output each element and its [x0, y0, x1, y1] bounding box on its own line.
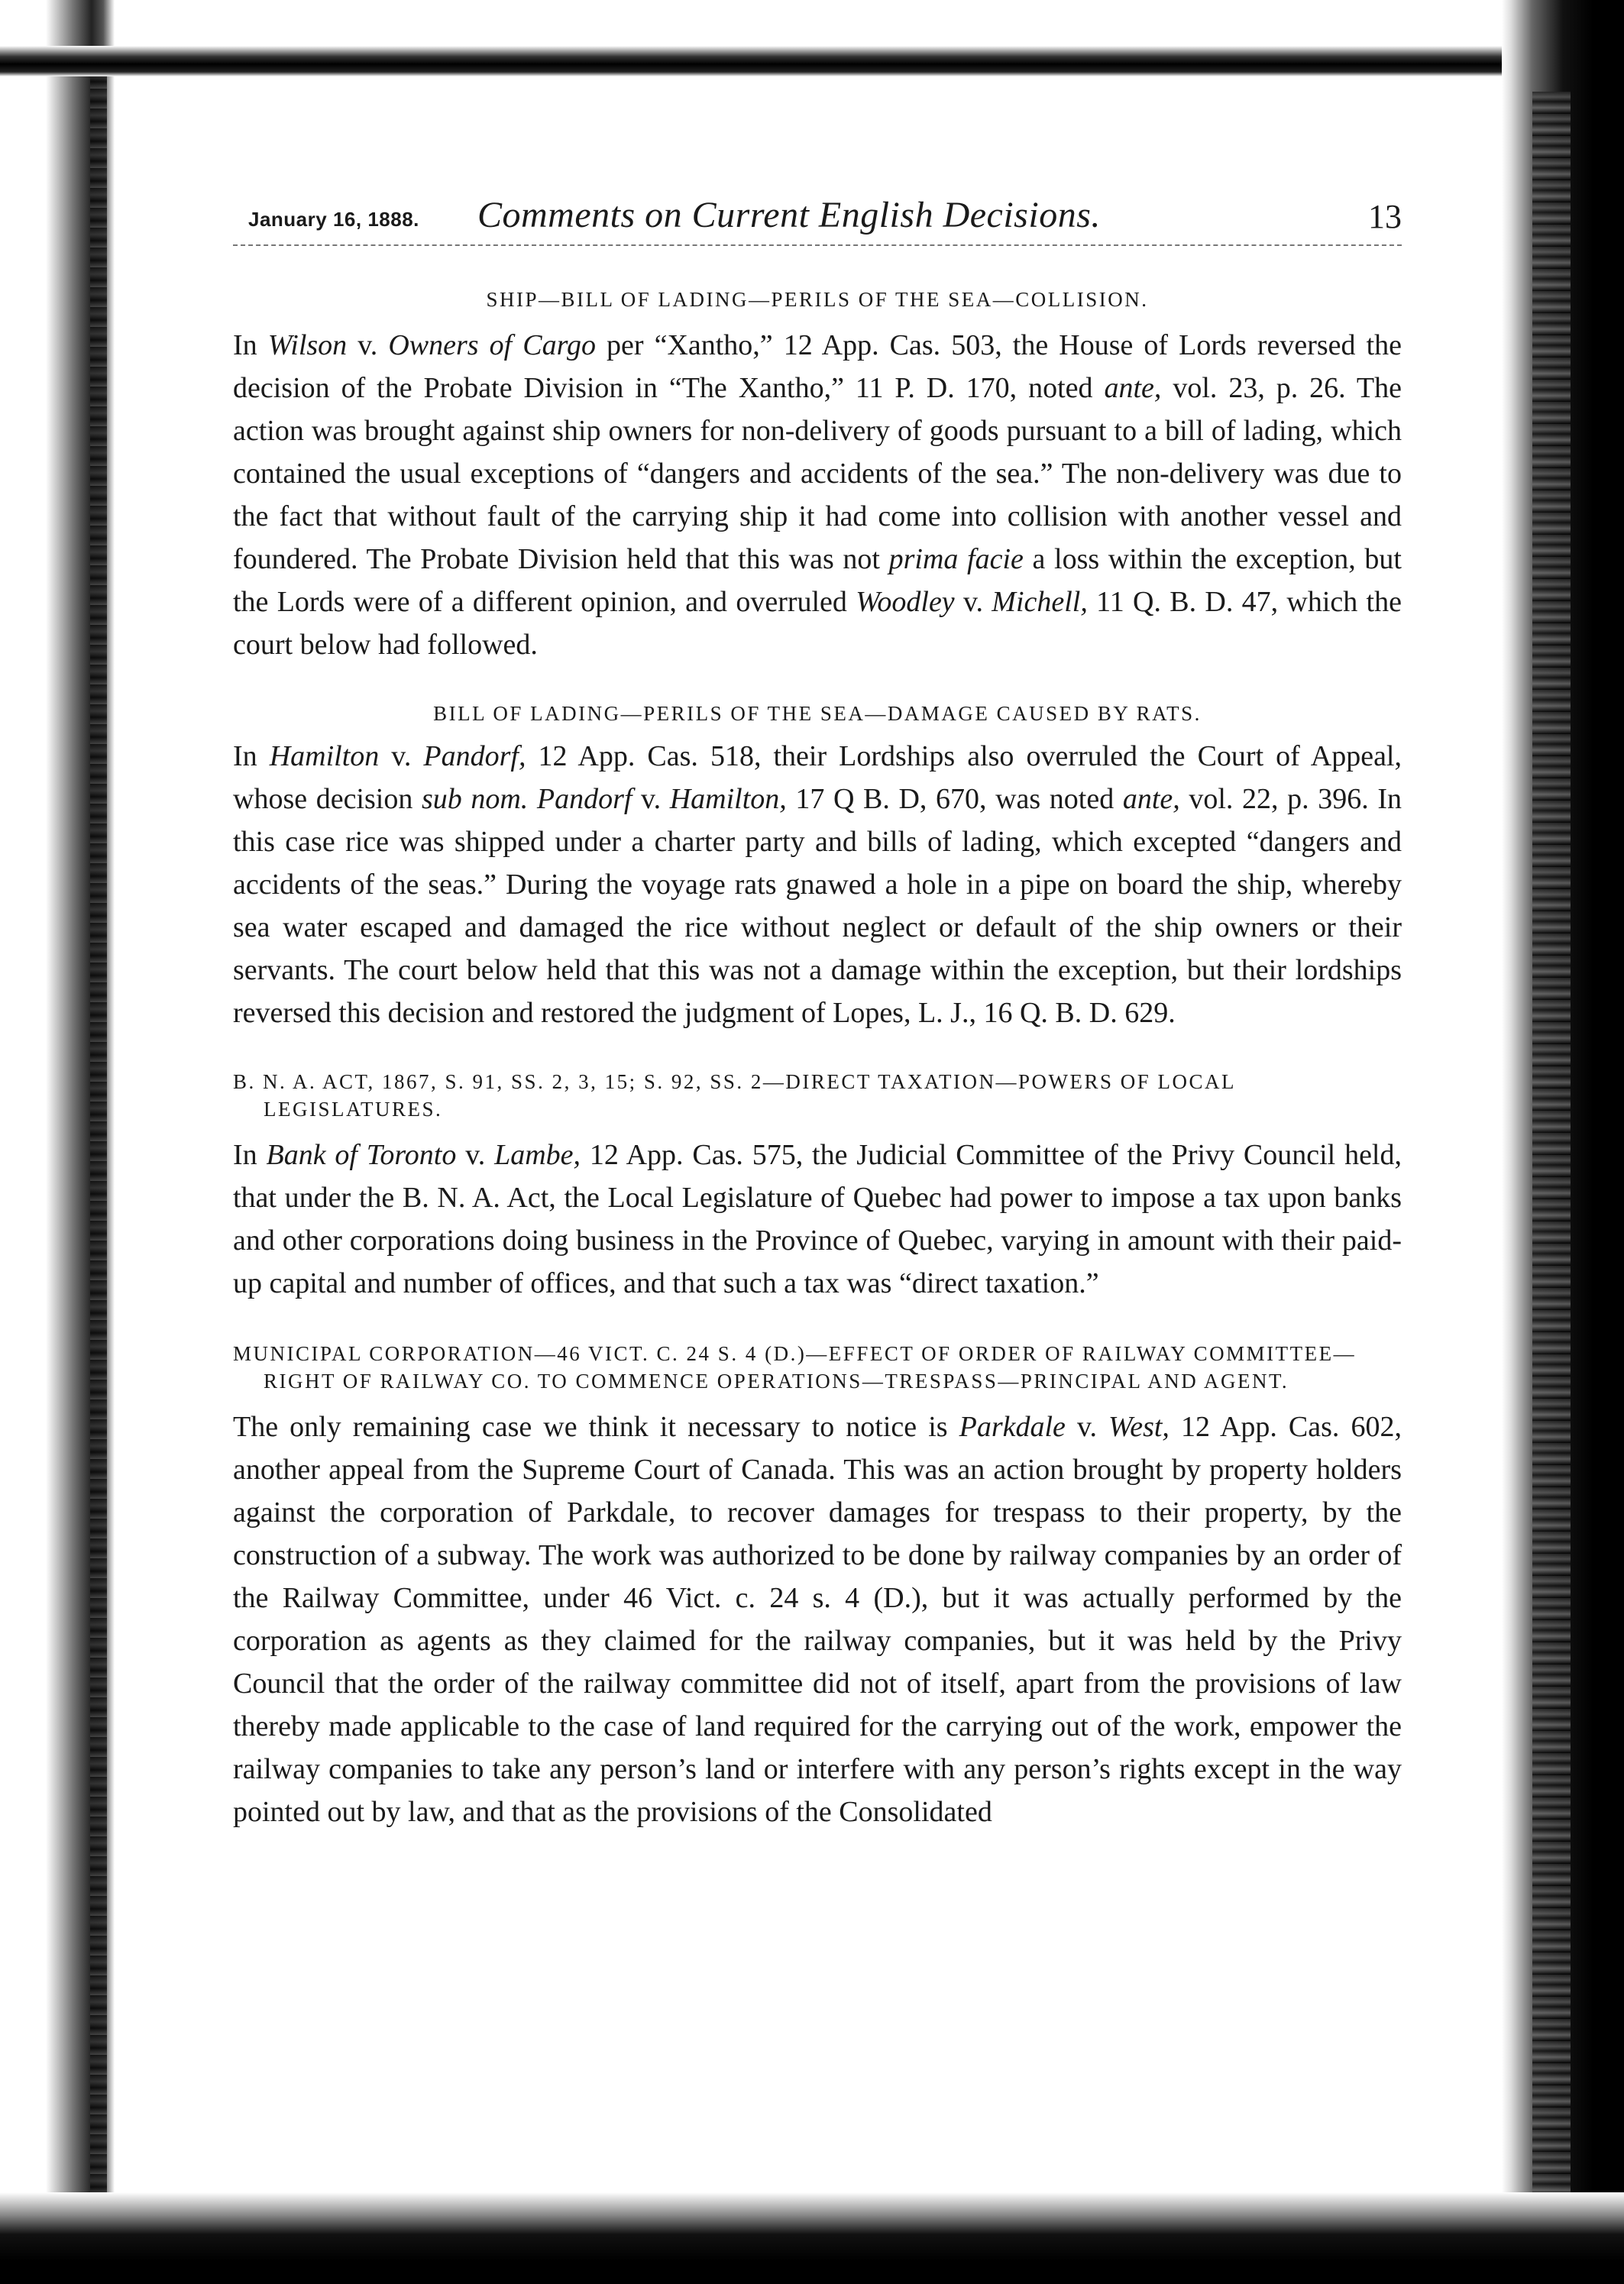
scan-right-shadow [1532, 92, 1571, 2231]
section-heading: BILL OF LADING—PERILS OF THE SEA—DAMAGE CAUSED BY RATS. [433, 702, 1202, 725]
page-body [233, 183, 1402, 1833]
page-number: 13 [1368, 198, 1402, 235]
section-heading: SHIP—BILL OF LADING—PERILS OF THE SEA—COLLISION. [486, 288, 1149, 311]
section-paragraph: The only remaining case we think it necessary to notice is Parkdale v. West, 12 App. Cas. 602, another appeal from the Supreme Court of Canada. This was an action brought by property holders against the corporation of Parkdale, to recover damages for trespass to their property, by the construction of a subway. The work was authorized to be done by railway companies by an order of the Railway Committee, under 46 Vict. c. 24 s. 4 (D.), but it was actually performed by the corporation as agents as they claimed for the railway companies, but it was held by the Privy Council that the order of the railway committee did not of itself, apart from the provisions of law thereby made applicable to the case of land required for the carrying out of the work, empower the railway companies to take any person’s land or interfere with any person’s rights except in the way pointed out by law, and that as the provisions of the Consolidated [233, 1411, 1402, 1828]
section-heading: MUNICIPAL CORPORATION—46 VICT. C. 24 S. 4 (D.)—EFFECT OF ORDER OF RAILWAY COMMITTEE—RIGHT OF RAILWAY CO. TO COMMENCE OPERATIONS—TRESPASS—PRINCIPAL AND AGENT. [233, 1342, 1357, 1393]
running-head-title: Comments on Current English Decisions. [477, 195, 1101, 235]
section-paragraph: In Hamilton v. Pandorf, 12 App. Cas. 518, their Lordships also overruled the Court of Appeal, whose decision sub nom. Pandorf v. Hamilton, 17 Q B. D, 670, was noted ante, vol. 22, p. 396. In this case rice was shipped under a charter party and bills of lading, which excepted “dangers and accidents of the seas.” During the voyage rats gnawed a hole in a pipe on board the ship, whereby sea water escaped and damaged the rice without neglect or default of the ship owners or their servants. The court below held that this was not a damage within the exception, but their lordships reversed this decision and restored the judgment of Lopes, L. J., 16 Q. B. D. 629. [233, 740, 1402, 1029]
section-heading: B. N. A. ACT, 1867, S. 91, SS. 2, 3, 15; S. 92, SS. 2—DIRECT TAXATION—POWERS OF LOCAL LEGISLATURES. [233, 1070, 1235, 1121]
scan-left-shadow [90, 69, 107, 2231]
section-paragraph: In Bank of Toronto v. Lambe, 12 App. Cas. 575, the Judicial Committee of the Privy Council held, that under the B. N. A. Act, the Local Legislature of Quebec had power to impose a tax upon banks and other corporations doing business in the Province of Quebec, varying in amount with their paid-up capital and number of offices, and that such a tax was “direct taxation.” [233, 1139, 1402, 1299]
scan-top-border [0, 46, 1624, 76]
running-head [233, 183, 1402, 246]
running-head-date: January 16, 1888. [248, 208, 419, 231]
section-paragraph: In Wilson v. Owners of Cargo per “Xantho,” 12 App. Cas. 503, the House of Lords reversed the decision of the Probate Division in “The Xantho,” 11 P. D. 170, noted ante, vol. 23, p. 26. The action was brought against ship owners for non-delivery of goods pursuant to a bill of lading, which contained the usual exceptions of “dangers and accidents of the sea.” The non-delivery was due to the fact that without fault of the carrying ship it had come into collision with another vessel and foundered. The Probate Division held that this was not prima facie a loss within the exception, but the Lords were of a different opinion, and overruled Woodley v. Michell, 11 Q. B. D. 47, which the court below had followed. [233, 329, 1402, 661]
scan-bottom-border [0, 2192, 1624, 2284]
